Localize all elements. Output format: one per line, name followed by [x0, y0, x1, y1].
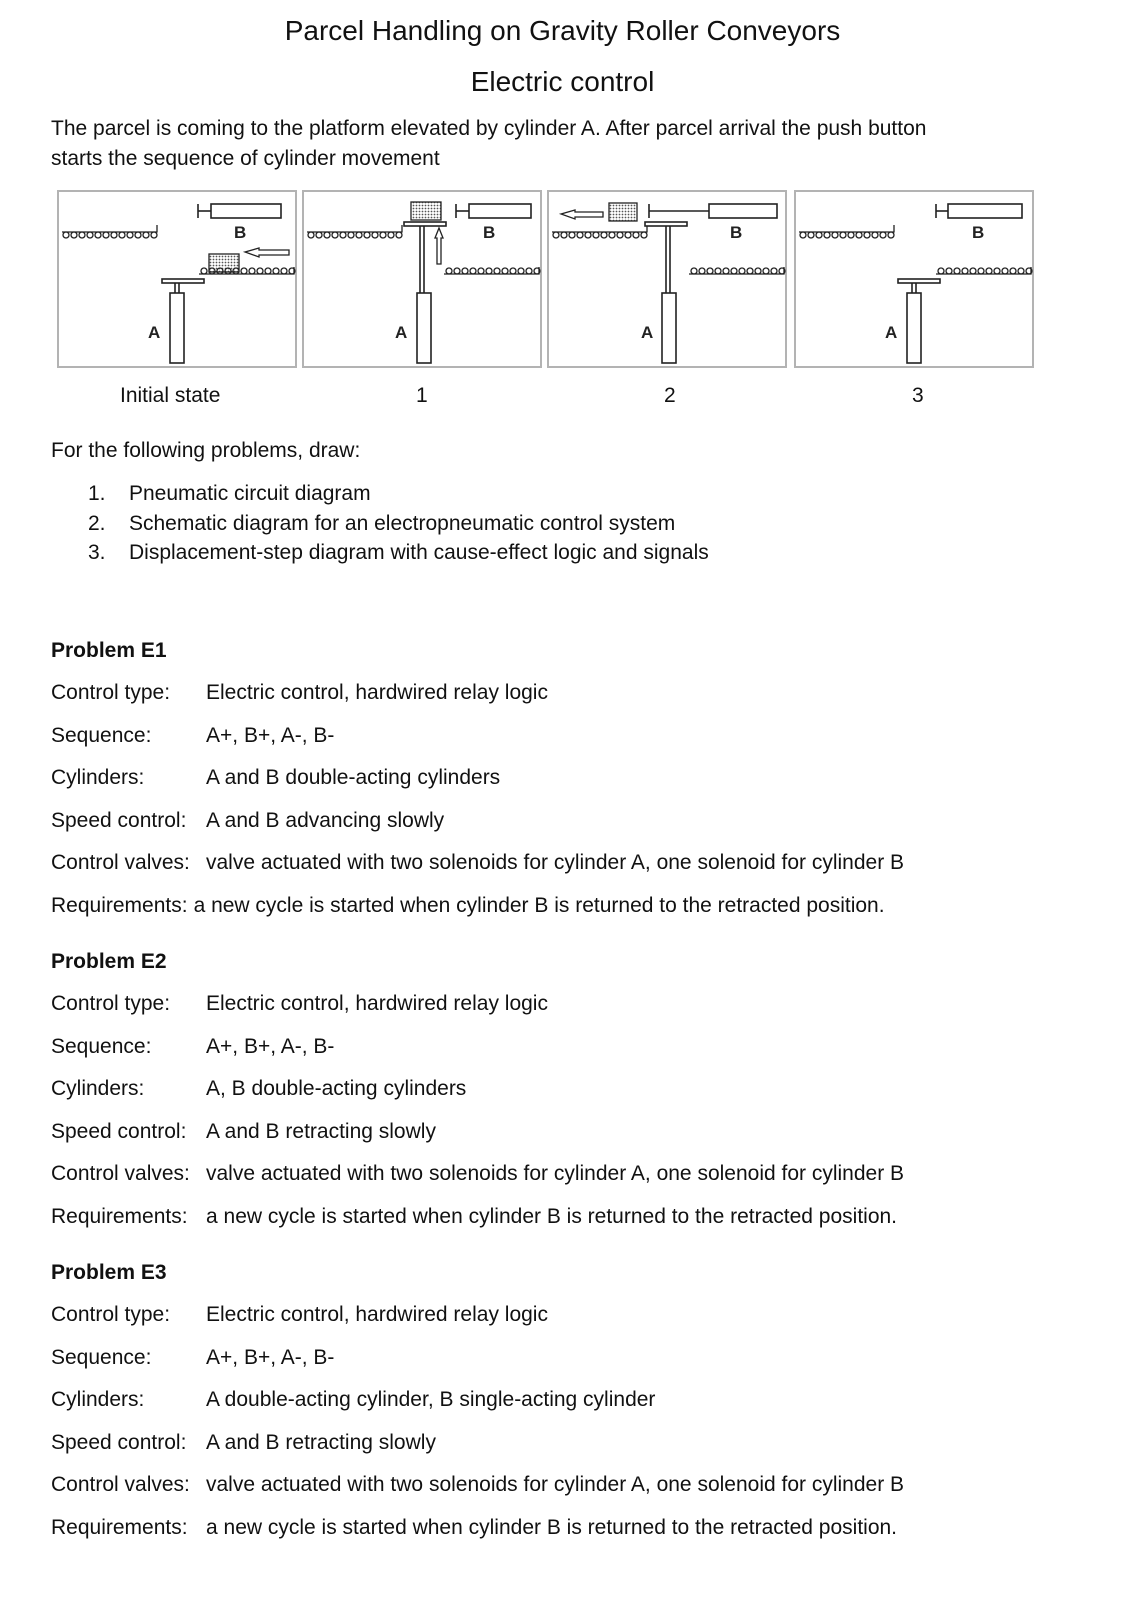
- row-label: Speed control:: [51, 808, 187, 832]
- row-label: Speed control:: [51, 1119, 187, 1143]
- parcel: [411, 202, 441, 220]
- cylinder-a-label: A: [395, 323, 408, 342]
- upper-roller-conveyor: [799, 225, 894, 238]
- row-value: A and B retracting slowly: [206, 1119, 436, 1143]
- row-label: Control type:: [51, 681, 171, 704]
- problem-row: [51, 723, 904, 766]
- cylinder-b: [649, 204, 777, 218]
- row-value: a new cycle is started when cylinder B is returned to the retracted position.: [206, 1515, 898, 1539]
- row-label: Speed control:: [51, 1430, 187, 1454]
- lower-roller-conveyor: [689, 267, 785, 274]
- tasks-intro: For the following problems, draw:: [51, 439, 361, 462]
- problem-row: [51, 850, 904, 893]
- cylinder-a-label: A: [148, 323, 161, 342]
- cylinder-b-label: B: [234, 223, 247, 242]
- frame-step-3: [794, 190, 1034, 368]
- cylinder-b: [198, 204, 281, 218]
- row-value: A+, B+, A-, B-: [206, 723, 335, 747]
- row-label: Control type:: [51, 1303, 171, 1326]
- frame-initial-state: [57, 190, 297, 368]
- row-value: valve actuated with two solenoids for cylinder A, one solenoid for cylinder B: [206, 851, 905, 875]
- task-number: 2.: [88, 511, 106, 535]
- row-value: A and B double-acting cylinders: [206, 766, 501, 790]
- row-value: Electric control, hardwired relay logic: [206, 681, 548, 704]
- row-label: Requirements:: [51, 1204, 188, 1228]
- problem-row: [51, 1119, 904, 1162]
- task-item: [88, 510, 709, 540]
- row-value: valve actuated with two solenoids for cylinder A, one solenoid for cylinder B: [206, 1473, 905, 1497]
- caption-step-3: 3: [912, 384, 924, 407]
- problem-row: [51, 680, 904, 723]
- problem-e3: [51, 1260, 904, 1558]
- cylinder-b: [936, 204, 1022, 218]
- left-arrow-icon: [245, 248, 289, 257]
- row-label: Sequence:: [51, 723, 152, 747]
- problem-e1: [51, 638, 904, 936]
- row-value: A+, B+, A-, B-: [206, 1034, 335, 1058]
- left-arrow-icon: [561, 210, 603, 219]
- problem-row: [51, 765, 904, 808]
- row-value: A double-acting cylinder, B single-acting cylinder: [206, 1388, 656, 1412]
- row-label: Requirements:: [51, 893, 188, 917]
- up-arrow-icon: [435, 228, 443, 264]
- problem-row: [51, 1204, 904, 1247]
- intro-line: The parcel is coming to the platform elevated by cylinder A. After parcel arrival the push button: [51, 117, 927, 140]
- row-label: Sequence:: [51, 1345, 152, 1369]
- row-label: Control valves:: [51, 1473, 190, 1497]
- row-value: Electric control, hardwired relay logic: [206, 1303, 548, 1326]
- task-number: 3.: [88, 541, 106, 564]
- row-label: Control valves:: [51, 1162, 190, 1186]
- row-value: A+, B+, A-, B-: [206, 1345, 335, 1369]
- row-label: Control valves:: [51, 851, 190, 875]
- lower-roller-conveyor: [936, 267, 1032, 274]
- upper-roller-conveyor: [62, 225, 157, 238]
- task-number: 1.: [88, 482, 106, 505]
- row-label: Requirements:: [51, 1515, 188, 1539]
- cylinder-b-label: B: [483, 223, 496, 242]
- problem-row: [51, 1515, 904, 1558]
- cylinder-b-label: B: [972, 223, 985, 242]
- problem-row: [51, 1430, 904, 1473]
- frame-step-1: [302, 190, 542, 368]
- upper-roller-conveyor: [552, 225, 647, 238]
- problem-row: [51, 1345, 904, 1388]
- row-value: A and B advancing slowly: [206, 808, 445, 832]
- row-value: Electric control, hardwired relay logic: [206, 992, 548, 1015]
- row-label: Cylinders:: [51, 766, 145, 790]
- row-label: Cylinders:: [51, 1077, 145, 1101]
- problem-row: [51, 893, 904, 936]
- task-item: [88, 480, 709, 510]
- page-subtitle: Electric control: [470, 66, 655, 97]
- cylinder-a-label: A: [885, 323, 898, 342]
- problem-title: Problem E2: [51, 950, 167, 973]
- row-label: Control type:: [51, 992, 171, 1015]
- row-value: a new cycle is started when cylinder B is returned to the retracted position.: [206, 1204, 898, 1228]
- cylinder-b: [456, 204, 531, 218]
- problem-e2: [51, 949, 904, 1247]
- problem-row: [51, 1472, 904, 1515]
- problem-row: [51, 1302, 904, 1345]
- frame-step-2: [547, 190, 787, 368]
- problem-row: [51, 1076, 904, 1119]
- caption-step-1: 1: [416, 384, 428, 407]
- cylinder-a: [162, 279, 204, 363]
- problem-row: [51, 1034, 904, 1077]
- row-value: A, B double-acting cylinders: [206, 1077, 467, 1101]
- task-text: Pneumatic circuit diagram: [129, 482, 371, 505]
- intro-line: starts the sequence of cylinder movement: [51, 147, 440, 170]
- cylinder-a: [898, 279, 940, 363]
- task-text: Displacement-step diagram with cause-effect logic and signals: [129, 541, 709, 564]
- caption-step-2: 2: [664, 384, 676, 407]
- problem-row: [51, 1387, 904, 1430]
- parcel: [609, 203, 637, 221]
- page-title: Parcel Handling on Gravity Roller Conveyors: [284, 15, 841, 46]
- row-label: Sequence:: [51, 1034, 152, 1058]
- problem-title: Problem E1: [51, 639, 167, 662]
- cylinder-b-label: B: [730, 223, 743, 242]
- parcel: [209, 254, 239, 272]
- row-value: a new cycle is started when cylinder B is returned to the retracted position.: [193, 893, 885, 917]
- problem-title: Problem E3: [51, 1261, 167, 1284]
- task-text: Schematic diagram for an electropneumatic control system: [129, 511, 676, 535]
- lower-roller-conveyor: [444, 267, 540, 274]
- problem-row: [51, 808, 904, 851]
- row-value: valve actuated with two solenoids for cylinder A, one solenoid for cylinder B: [206, 1162, 905, 1186]
- row-value: A and B retracting slowly: [206, 1430, 436, 1454]
- upper-roller-conveyor: [307, 225, 402, 238]
- problem-row: [51, 1161, 904, 1204]
- task-list: [88, 480, 709, 569]
- row-label: Cylinders:: [51, 1388, 145, 1412]
- cylinder-a-label: A: [641, 323, 654, 342]
- caption-initial-state: Initial state: [120, 384, 221, 407]
- intro-paragraph: [51, 114, 1051, 174]
- problem-row: [51, 991, 904, 1034]
- task-item: [88, 539, 709, 569]
